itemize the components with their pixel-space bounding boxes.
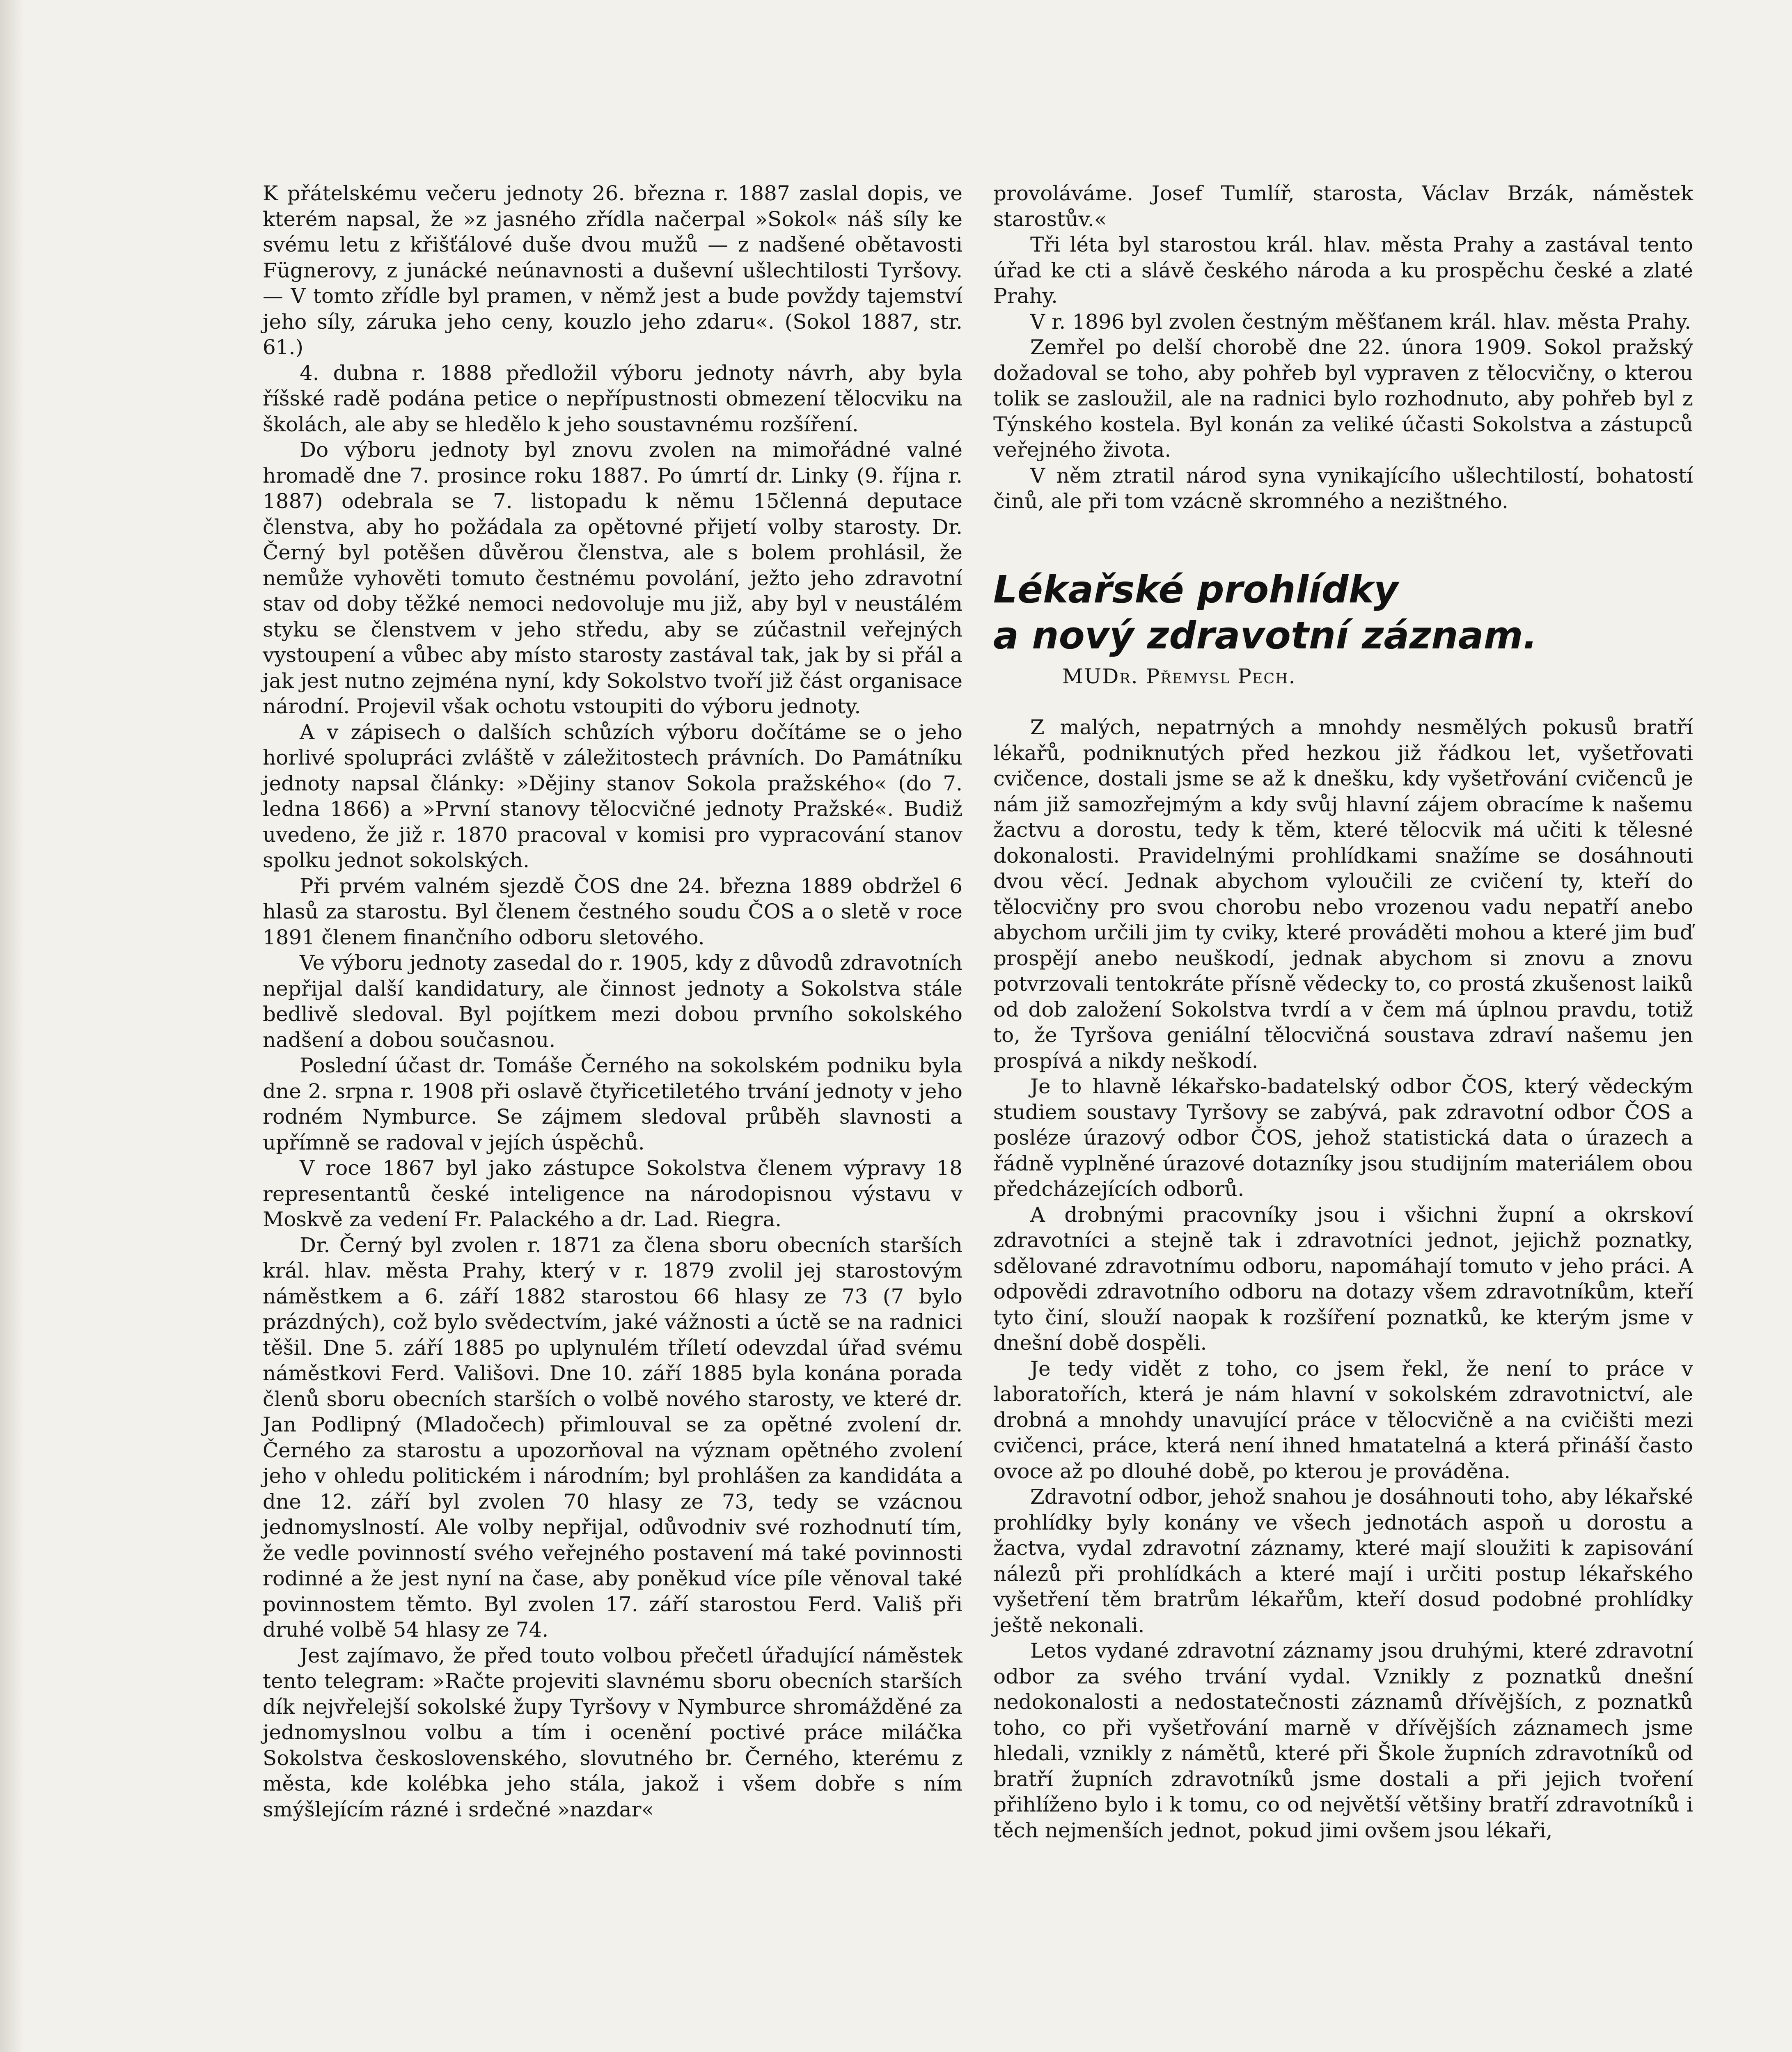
paragraph: Jest zajímavo, že před touto volbou přečetl úřadující náměstek tento telegram: »Račte projeviti slavnému sboru obecních starších dík nejvřelejší sokolské župy Tyršovy v Nymburce shromážděné za jednomyslnou volbu a tím i ocenění poctivé práce miláčka Sokolstva československého, slovutného br. Černého, kterému z města, kde kolébka jeho stála, jakož i všem dobře s ním smýšlejícím rázné i srdečné »nazdar«: [263, 1643, 962, 1821]
paragraph: Zemřel po delší chorobě dne 22. února 1909. Sokol pražský dožadoval se toho, aby pohřeb byl vypraven z tělocvičny, o kterou tolik se zasloužil, ale na radnici bylo rozhodnuto, aby pohřeb byl z Týnského kostela. Byl konán za veliké účasti Sokolstva a zástupců veřejného života.: [993, 335, 1693, 462]
paragraph: Při prvém valném sjezdě ČOS dne 24. března 1889 obdržel 6 hlasů za starostu. Byl členem čestného soudu ČOS a o sletě v roce 1891 členem finančního odboru sletového.: [263, 874, 962, 949]
paragraph: provoláváme. Josef Tumlíř, starosta, Václav Brzák, náměstek starostův.«: [993, 181, 1693, 231]
paragraph: V roce 1867 byl jako zástupce Sokolstva členem výpravy 18 representantů české inteligence na národopisnou výstavu v Moskvě za vedení Fr. Palackého a dr. Lad. Riegra.: [263, 1156, 962, 1231]
paragraph: Letos vydané zdravotní záznamy jsou druhými, které zdravotní odbor za svého trvání vydal. Vznikly z poznatků dnešní nedokonalosti a nedostatečnosti záznamů dřívějších, z poznatků toho, co při vyšetřování marně v dřívějších záznamech jsme hledali, vznikly z námětů, které při Škole župních zdravotníků od bratří župních zdravotníků jsme dostali a při jejich tvoření přihlíženo bylo i k tomu, co od největší většiny bratří zdravotníků i těch nejmenších jednot, pokud jimi ovšem jsou lékaři,: [993, 1639, 1693, 1842]
paragraph: Poslední účast dr. Tomáše Černého na sokolském podniku byla dne 2. srpna r. 1908 při oslavě čtyřicetiletého trvání jednoty v jeho rodném Nymburce. Se zájmem sledoval průběh slavnosti a upřímně se radoval v jejích úspěchů.: [263, 1053, 962, 1154]
paragraph: Zdravotní odbor, jehož snahou je dosáhnouti toho, aby lékařské prohlídky byly konány ve všech jednotách aspoň u dorostu a žactva, vydal zdravotní záznamy, které mají sloužiti k zapisování nálezů při prohlídkách a které mají i určiti postup lékařského vyšetření těm bratrům lékařům, kteří dosud podobné prohlídky ještě nekonali.: [993, 1485, 1693, 1637]
paragraph: K přátelskému večeru jednoty 26. března r. 1887 zaslal dopis, ve kterém napsal, že »z jasného zřídla načerpal »Sokol« náš síly ke svému letu z křišťálové duše dvou mužů — z nadšené obětavosti Fügnerovy, z junácké neúnavnosti a duševní ušlechtilosti Tyršovy. — V tomto zřídle byl pramen, v němž jest a bude povždy tajemství jeho síly, záruka jeho ceny, kouzlo jeho zdaru«. (Sokol 1887, str. 61.): [263, 181, 962, 359]
paragraph: A v zápisech o dalších schůzích výboru dočítáme se o jeho horlivé spolupráci zvláště v záležitostech právních. Do Památníku jednoty napsal články: »Dějiny stanov Sokola pražského« (do 7. ledna 1866) a »První stanovy tělocvičné jednoty Pražské«. Budiž uvedeno, že již r. 1870 pracoval v komisi pro vypracování stanov spolku jednot sokolských.: [263, 720, 962, 872]
left-text-column: [263, 181, 962, 1822]
article-title: [993, 567, 1693, 659]
article-title-line: a nový zdravotní záznam.: [993, 613, 1538, 657]
paragraph: V něm ztratil národ syna vynikajícího ušlechtilostí, bohatostí činů, ale při tom vzácně skromného a nezištného.: [993, 463, 1693, 513]
paragraph: V r. 1896 byl zvolen čestným měšťanem král. hlav. města Prahy.: [1030, 309, 1691, 334]
paragraph: Je to hlavně lékařsko-badatelský odbor ČOS, který vědeckým studiem soustavy Tyršovy se zabývá, pak zdravotní odbor ČOS a posléze úrazový odbor ČOS, jehož statistická data o úrazech a řádně vyplněné úrazové dotazníky jsou studijním materiálem obou předcházejících odborů.: [993, 1074, 1693, 1201]
page-edge-shadow: [0, 0, 25, 2052]
article-author: MUDr. Přemysl Pech.: [1062, 664, 1296, 688]
right-text-column: [993, 181, 1693, 1843]
paragraph: Dr. Černý byl zvolen r. 1871 za člena sboru obecních starších král. hlav. města Prahy, který v r. 1879 zvolil jej starostovým náměstkem a 6. září 1882 starostou 66 hlasy ze 73 (7 bylo prázdných), což bylo svědectvím, jaké vážnosti a úctě se na radnici těšil. Dne 5. září 1885 po uplynulém tříletí odevzdal úřad svému náměstkovi Ferd. Vališovi. Dne 10. září 1885 byla konána porada členů sboru obecních starších o volbě nového starosty, ve které dr. Jan Podlipný (Mladočech) přimlouval se za opětné zvolení dr. Černého za starostu a upozorňoval na význam opětného zvolení jeho v ohledu politickém i národním; byl prohlášen za kandidáta a dne 12. září byl zvolen 70 hlasy ze 73, tedy se vzácnou jednomyslností. Ale volby nepřijal, odůvodniv své rozhodnutí tím, že vedle povinností svého veřejného postavení má také povinnosti rodinné a že jest nyní na čase, aby poněkud více píle věnoval také povinnostem těmto. Byl zvolen 17. září starostou Ferd. Vališ při druhé volbě 54 hlasy ze 74.: [263, 1233, 962, 1642]
paragraph: Tři léta byl starostou král. hlav. města Prahy a zastával tento úřad ke cti a slávě českého národa a ku prospěchu české a zlaté Prahy.: [993, 233, 1693, 308]
paragraph: Ve výboru jednoty zasedal do r. 1905, kdy z důvodů zdravotních nepřijal další kandidatury, ale činnost jednoty a Sokolstva stále bedlivě sledoval. Byl pojítkem mezi dobou prvního sokolského nadšení a dobou současnou.: [263, 951, 962, 1052]
paragraph: A drobnými pracovníky jsou i všichni župní a okrskoví zdravotníci a stejně tak i zdravotníci jednot, jejichž poznatky, sdělované zdravotnímu odboru, napomáhají tomuto v jeho práci. A odpovědi zdravotního odboru na dotazy všem zdravotníkům, kteří tyto činí, slouží naopak k rozšíření poznatků, ke kterým jsme v dnešní době dospěli.: [993, 1202, 1693, 1355]
paragraph: Je tedy vidět z toho, co jsem řekl, že není to práce v laboratořích, která je nám hlavní v sokolském zdravotnictví, ale drobná a mnohdy unavující práce v tělocvičně a na cvičišti mezi cvičenci, práce, která není ihned hmatatelná a která přináší často ovoce až po dlouhé době, po kterou je prováděna.: [993, 1356, 1693, 1483]
paragraph: Do výboru jednoty byl znovu zvolen na mimořádné valné hromadě dne 7. prosince roku 1887. Po úmrtí dr. Linky (9. října r. 1887) odebrala se 7. listopadu k němu 15členná deputace členstva, aby ho požádala za opětovné přijetí volby starosty. Dr. Černý byl potěšen důvěrou členstva, ale s bolem prohlásil, že nemůže vyhověti tomuto čestnému povolání, ježto jeho zdravotní stav od doby těžké nemoci nedovoluje mu již, aby byl v neustálém styku se členstvem v jeho středu, aby se zúčastnil veřejných vystoupení a vůbec aby místo starosty zastával tak, jak by si přál a jak jest nutno zejména nyní, kdy Sokolstvo tvoří již část organisace národní. Projevil však ochotu vstoupiti do výboru jednoty.: [263, 438, 962, 718]
paragraph: Z malých, nepatrných a mnohdy nesmělých pokusů bratří lékařů, podniknutých před hezkou již řádkou let, vyšetřovati cvičence, dostali jsme se až k dnešku, kdy vyšetřování cvičenců je nám již samozřejmým a kdy svůj hlavní zájem obracíme k našemu žactvu a dorostu, tedy k těm, které tělocvik má učiti k tělesné dokonalosti. Pravidelnými prohlídkami snažíme se dosáhnouti dvou věcí. Jednak abychom vyloučili ze cvičení ty, kteří do tělocvičny pro svou chorobu nebo vrozenou vadu nepatří anebo abychom určili jim ty cviky, které prováděti mohou a které jim buď prospějí anebo neuškodí, jednak abychom si znovu a znovu potvrzovali tentokráte přísně vědecky to, co prostá zkušenost laiků od dob založení Sokolstva tvrdí a v čem má úplnou pravdu, totiž to, že Tyršova geniální tělocvičná soustava zdraví našemu jen prospívá a nikdy neškodí.: [993, 715, 1693, 1073]
paragraph: 4. dubna r. 1888 předložil výboru jednoty návrh, aby byla říšské radě podána petice o nepřípustnosti obmezení tělocviku na školách, ale aby se hledělo k jeho soustavnému rozšíření.: [263, 361, 962, 436]
article-title-line: Lékařské prohlídky: [993, 567, 1398, 611]
